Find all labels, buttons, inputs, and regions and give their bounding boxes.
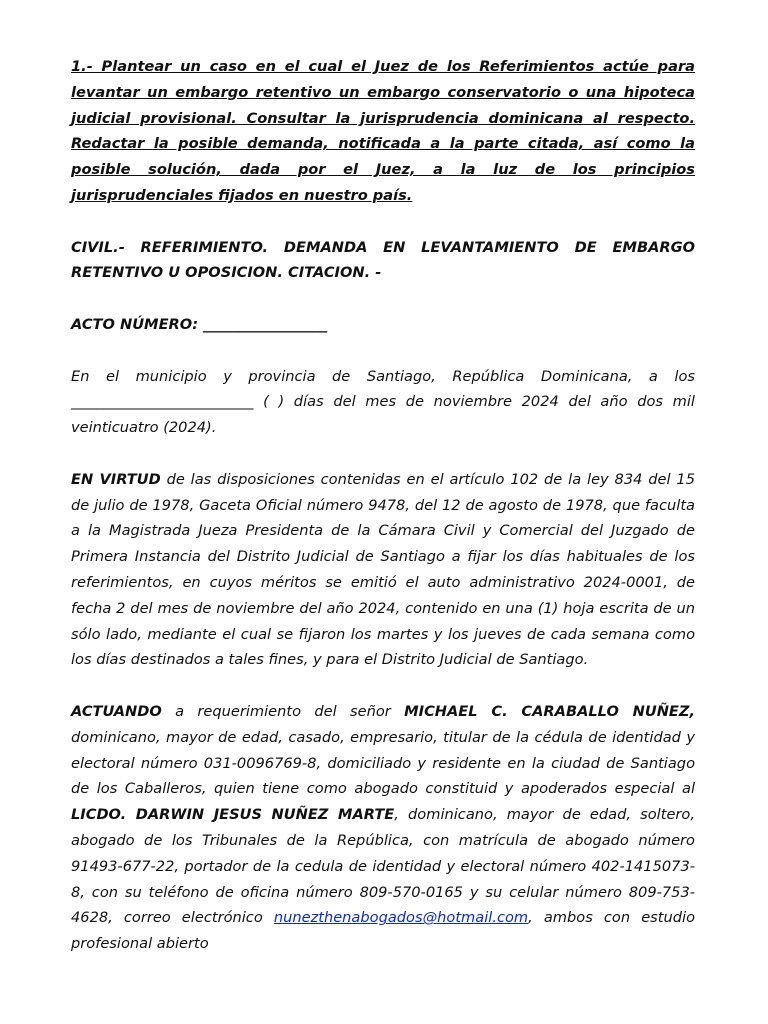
- email-link[interactable]: nunezthenabogados@hotmail.com: [273, 909, 529, 927]
- act-number-line: [71, 312, 695, 338]
- date-text-part1: En el municipio y provincia de Santiago, República Dominicana, a los: [71, 367, 695, 385]
- actuando-paragraph: [71, 699, 695, 957]
- actuando-text2: dominicano, mayor de edad, casado, empresario, titular de la cédula de identidad y electoral número 031-0096769-8, domiciliado y residente en la ciudad de Santiago de los Caballeros, quien tiene como abogado constituid y apoderados especial al: [71, 728, 695, 798]
- date-paragraph: [71, 364, 695, 441]
- date-text-part2: ( ) días del mes de noviembre 2024 del año dos mil veinticuatro (2024).: [71, 393, 695, 437]
- lawyer-name: LICDO. DARWIN JESUS NUÑEZ MARTE: [71, 806, 395, 824]
- case-title: CIVIL.- REFERIMIENTO. DEMANDA EN LEVANTAMIENTO DE EMBARGO RETENTIVO U OPOSICION. CITACION. -: [71, 238, 695, 282]
- document-page: [71, 54, 695, 983]
- en-virtud-text: de las disposiciones contenidas en el artículo 102 de la ley 834 del 15 de julio de 1978, Gaceta Oficial número 9478, del 12 de agosto de 1978, que faculta a la Magistrada Jueza Presidenta de la Cámara Civil y Comercial del Juzgado de Primera Instancia del Distrito Judicial de Santiago a fijar los días habituales de los referimientos, en cuyos méritos se emitió el auto administrativo 2024-0001, de fecha 2 del mes de noviembre del año 2024, contenido en una (1) hoja escrita de un sólo lado, mediante el cual se fijaron los martes y los jueves de cada semana como los días destinados a tales fines, y para el Distrito Judicial de Santiago.: [71, 470, 695, 669]
- actuando-text1: a requerimiento del señor: [161, 702, 405, 720]
- act-number-blank: _________________: [203, 315, 328, 333]
- assignment-heading: 1.- Plantear un caso en el cual el Juez de los Referimientos actúe para levantar un embargo retentivo un embargo conservatorio o una hipoteca judicial provisional. Consultar la jurisprudencia dominicana al respecto. Redactar la posible demanda, notificada a la parte citada, así como la posible solución, dada por el Juez, a la luz de los principios jurisprudenciales fijados en nuestro país.: [71, 58, 695, 204]
- date-blank: _________________________: [71, 393, 254, 411]
- en-virtud-lead: EN VIRTUD: [71, 470, 161, 488]
- act-number-label: ACTO NÚMERO:: [71, 315, 204, 333]
- en-virtud-paragraph: [71, 467, 695, 673]
- actuando-lead: ACTUANDO: [71, 702, 162, 720]
- actuando-text3: , dominicano, mayor de edad, soltero, abogado de los Tribunales de la República, con matrícula de abogado número 91493-677-22, portador de la cedula de identidad y electoral número 402-1415073-8, con su teléfono de oficina número 809-570-0165 y su celular número 809-753-4628, correo electrónico: [71, 806, 695, 927]
- client-name: MICHAEL C. CARABALLO NUÑEZ,: [404, 702, 696, 720]
- actuando-text4: , ambos con estudio profesional abierto: [71, 909, 695, 953]
